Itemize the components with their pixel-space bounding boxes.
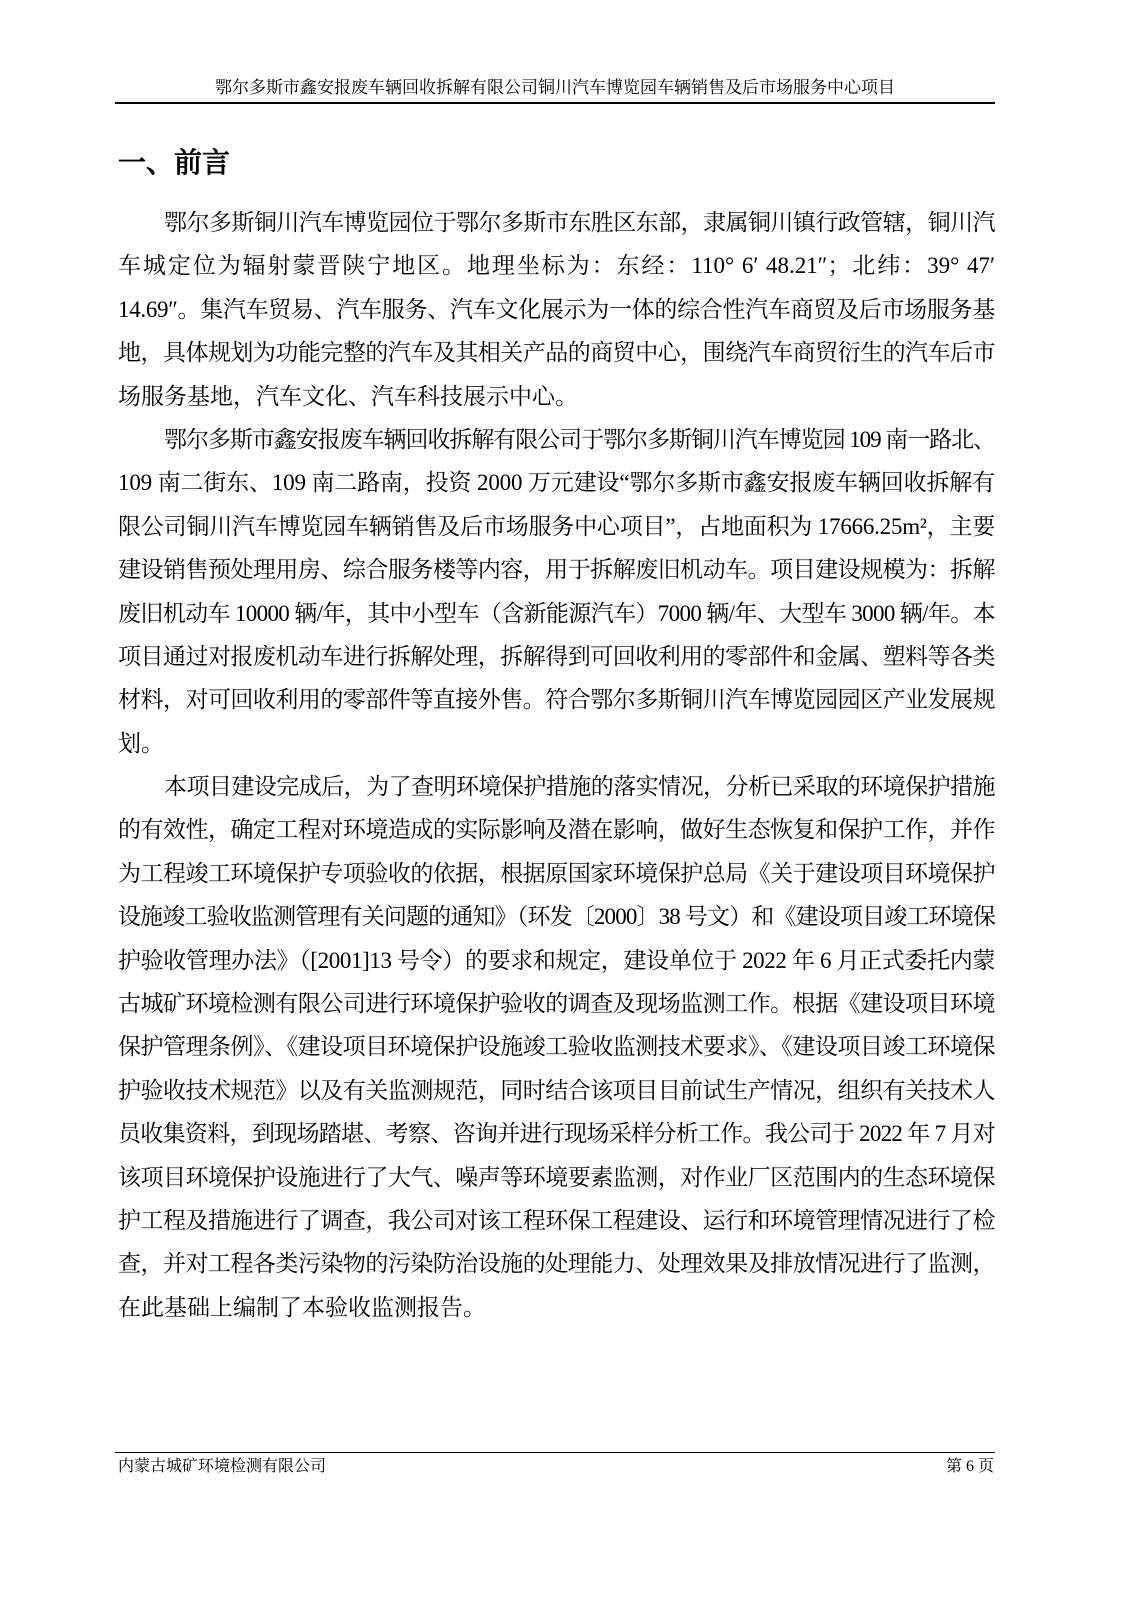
- paragraph-line: 划。: [118, 730, 164, 756]
- running-header: 鄂尔多斯市鑫安报废车辆回收拆解有限公司铜川汽车博览园车辆销售及后市场服务中心项目: [215, 78, 895, 97]
- paragraph-line: 项目通过对报废机动车进行拆解处理，拆解得到可回收利用的零部件和金属、塑料等各类: [118, 643, 995, 669]
- paragraph-line: 为工程竣工环境保护专项验收的依据，根据原国家环境保护总局《关于建设项目环境保护: [118, 860, 995, 886]
- paragraph-line: 材料，对可回收利用的零部件等直接外售。符合鄂尔多斯铜川汽车博览园园区产业发展规: [118, 687, 995, 713]
- paragraph-line: 该项目环境保护设施进行了大气、噪声等环境要素监测，对作业厂区范围内的生态环境保: [118, 1164, 995, 1190]
- paragraph-line: 的有效性，确定工程对环境造成的实际影响及潜在影响，做好生态恢复和保护工作，并作: [118, 817, 995, 843]
- paragraph-line: 设施竣工验收监测管理有关问题的通知》（环发〔2000〕38 号文）和《建设项目竣工环境保: [118, 904, 995, 930]
- paragraph-line: 护工程及措施进行了调查，我公司对该工程环保工程建设、运行和环境管理情况进行了检: [118, 1207, 995, 1233]
- paragraph-line: 在此基础上编制了本验收监测报告。: [118, 1294, 486, 1320]
- paragraph-line: 限公司铜川汽车博览园车辆销售及后市场服务中心项目”，占地面积为 17666.25m²，主要: [118, 513, 995, 539]
- paragraph-line: 地，具体规划为功能完整的汽车及其相关产品的商贸中心，围绕汽车商贸衍生的汽车后市: [118, 340, 995, 366]
- paragraph-line: 鄂尔多斯市鑫安报废车辆回收拆解有限公司于鄂尔多斯铜川汽车博览园 109 南一路北、: [164, 426, 995, 452]
- footer-company-name: 内蒙古城矿环境检测有限公司: [118, 1458, 327, 1475]
- paragraph-line: 鄂尔多斯铜川汽车博览园位于鄂尔多斯市东胜区东部，隶属铜川镇行政管辖，铜川汽: [164, 210, 995, 235]
- paragraph-line: 本项目建设完成后，为了查明环境保护措施的落实情况，分析已采取的环境保护措施: [164, 774, 995, 800]
- paragraph-line: 查，并对工程各类污染物的污染防治设施的处理能力、处理效果及排放情况进行了监测，: [118, 1251, 995, 1277]
- paragraph: [118, 765, 995, 1329]
- paragraph: [118, 201, 995, 418]
- paragraph-line: 护验收管理办法》（[2001]13 号令）的要求和规定，建设单位于 2022 年 6 月正式委托内蒙: [118, 947, 995, 973]
- paragraph-line: 古城矿环境检测有限公司进行环境保护验收的调查及现场监测工作。根据《建设项目环境: [118, 991, 995, 1017]
- section-heading: 一、前言: [118, 146, 231, 179]
- body-text: [118, 201, 995, 1329]
- header-divider: [115, 102, 995, 104]
- page-number: 第 6 页: [945, 1458, 994, 1475]
- paragraph-line: 废旧机动车 10000 辆/年，其中小型车（含新能源汽车）7000 辆/年、大型车 3000 辆/年。本: [118, 600, 995, 626]
- paragraph-line: 场服务基地，汽车文化、汽车科技展示中心。: [118, 383, 578, 409]
- paragraph-line: 车城定位为辐射蒙晋陕宁地区。地理坐标为：东经：110° 6′ 48.21″；北纬：39° 47′: [118, 253, 995, 279]
- paragraph-line: 保护管理条例》、《建设项目环境保护设施竣工验收监测技术要求》、《建设项目竣工环境保: [118, 1034, 995, 1060]
- paragraph-line: 14.69″。集汽车贸易、汽车服务、汽车文化展示为一体的综合性汽车商贸及后市场服务基: [118, 296, 995, 322]
- paragraph-line: 109 南二街东、109 南二路南，投资 2000 万元建设“鄂尔多斯市鑫安报废车辆回收拆解有: [118, 470, 995, 496]
- footer-divider: [115, 1452, 995, 1453]
- paragraph-line: 员收集资料，到现场踏堪、考察、咨询并进行现场采样分析工作。我公司于 2022 年 7 月对: [118, 1121, 995, 1147]
- paragraph: [118, 418, 995, 765]
- paragraph-line: 建设销售预处理用房、综合服务楼等内容，用于拆解废旧机动车。项目建设规模为：拆解: [118, 557, 995, 583]
- paragraph-line: 护验收技术规范》以及有关监测规范，同时结合该项目目前试生产情况，组织有关技术人: [118, 1077, 995, 1103]
